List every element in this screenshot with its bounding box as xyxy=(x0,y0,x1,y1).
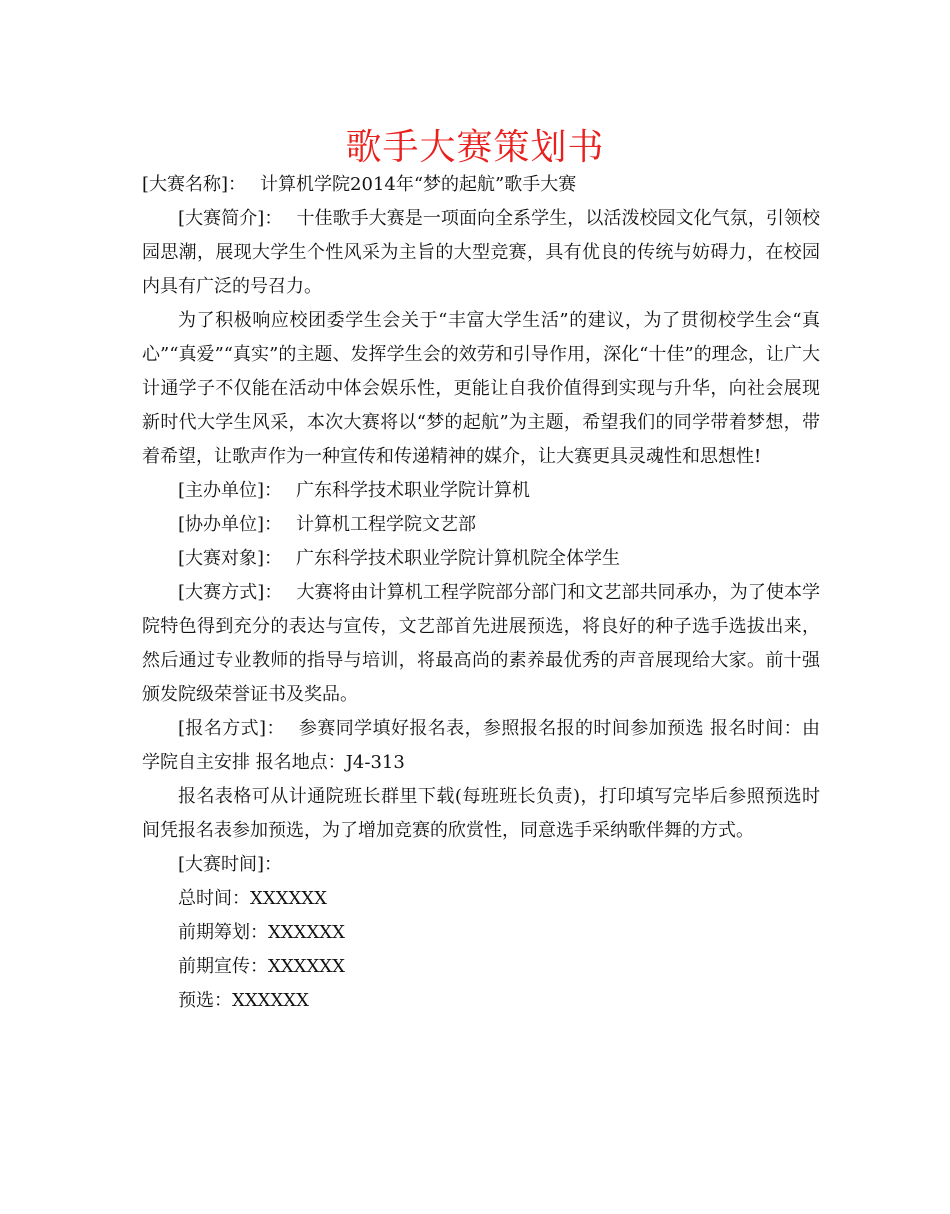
organizer-paragraph xyxy=(142,474,820,508)
participants-paragraph xyxy=(142,542,820,576)
paragraph-text: 前期筹划：XXXXXX xyxy=(178,922,345,943)
paragraph-text: 十佳歌手大赛是一项面向全系学生，以活泼校园文化气氛，引领校园思潮，展现大学生个性风采为主旨的大型竞赛，具有优良的传统与妨碍力，在校园内具有广泛的号召力。 xyxy=(142,208,820,297)
paragraph-text: 预选：XXXXXX xyxy=(178,990,309,1011)
promotion-time-line xyxy=(142,950,820,984)
paragraph-text: 为了积极响应校团委学生会关于“丰富大学生活”的建议，为了贯彻校学生会“真心”“真爱”“真实”的主题、发挥学生会的效劳和引导作用，深化“十佳”的理念，让广大计通学子不仅能在活动中体会娱乐性，更能让自我价值得到实现与升华，向社会展现新时代大学生风采，本次大赛将以“梦的起航”为主题，希望我们的同学带着梦想，带着希望，让歌声作为一种宣传和传递精神的媒介，让大赛更具灵魂性和思想性! xyxy=(142,310,820,467)
document-body xyxy=(142,168,820,1018)
registration-form-paragraph xyxy=(142,780,820,848)
contest-format-paragraph xyxy=(142,576,820,712)
paragraph-label: [报名方式]： xyxy=(178,718,285,739)
paragraph-text: 计算机工程学院文艺部 xyxy=(296,514,477,535)
paragraph-text: 报名表格可从计通院班长群里下载(每班班长负责)，打印填写完毕后参照预选时间凭报名表参加预选，为了增加竞赛的欣赏性，同意选手采纳歌伴舞的方式。 xyxy=(142,786,820,841)
planning-time-line xyxy=(142,916,820,950)
paragraph-label: [大赛方式]： xyxy=(178,582,283,603)
co-organizer-paragraph xyxy=(142,508,820,542)
paragraph-label: [大赛名称]： xyxy=(142,174,247,195)
preliminary-time-line xyxy=(142,984,820,1018)
contest-name-paragraph xyxy=(142,168,820,202)
contest-time-heading xyxy=(142,848,820,882)
contest-intro-paragraph xyxy=(142,202,820,304)
paragraph-text: 前期宣传：XXXXXX xyxy=(178,956,345,977)
document-title: 歌手大赛策划书 xyxy=(345,127,605,168)
registration-paragraph xyxy=(142,712,820,780)
paragraph-label: [大赛时间]： xyxy=(178,854,283,875)
paragraph-text: 广东科学技术职业学院计算机 xyxy=(296,480,531,501)
paragraph-label: [协办单位]： xyxy=(178,514,283,535)
paragraph-text: 参赛同学填好报名表，参照报名报的时间参加预选 报名时间：由学院自主安排 报名地点：J4-313 xyxy=(142,718,821,773)
paragraph-label: [大赛简介]： xyxy=(178,208,283,229)
purpose-paragraph xyxy=(142,304,820,474)
paragraph-text: 总时间：XXXXXX xyxy=(178,888,327,909)
total-time-line xyxy=(142,882,820,916)
paragraph-text: 大赛将由计算机工程学院部分部门和文艺部共同承办，为了使本学院特色得到充分的表达与宣传，文艺部首先进展预选，将良好的种子选手选拔出来，然后通过专业教师的指导与培训，将最高尚的素养最优秀的声音展现给大家。前十强颁发院级荣誉证书及奖品。 xyxy=(142,582,820,705)
paragraph-text: 计算机学院2014年“梦的起航”歌手大赛 xyxy=(260,174,577,195)
paragraph-text: 广东科学技术职业学院计算机院全体学生 xyxy=(296,548,621,569)
paragraph-label: [大赛对象]： xyxy=(178,548,283,569)
paragraph-label: [主办单位]： xyxy=(178,480,283,501)
